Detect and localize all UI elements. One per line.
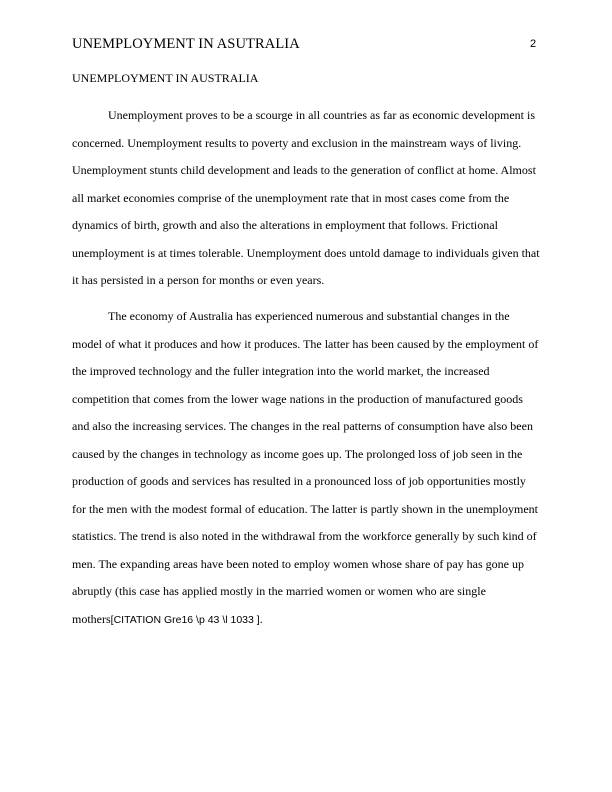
paragraph-line: production of goods and services has resulted in a pronounced loss of job opportunities mostly bbox=[72, 474, 526, 488]
citation-field: [CITATION Gre16 \p 43 \l 1033 ] bbox=[110, 613, 260, 626]
page-number: 2 bbox=[530, 38, 537, 50]
paragraph-line: caused by the changes in technology as income goes up. The prolonged loss of job seen in the bbox=[72, 446, 523, 461]
paragraph-line: men. The expanding areas have been noted to employ women whose share of pay has gone up bbox=[72, 556, 524, 571]
paragraph-line: Unemployment proves to be a scourge in all countries as far as economic development is bbox=[108, 108, 535, 122]
running-head: UNEMPLOYMENT IN ASUTRALIA bbox=[72, 36, 300, 52]
paragraph-line: statistics. The trend is also noted in the withdrawal from the workforce generally by such kind of bbox=[72, 529, 537, 543]
paragraph-line: The economy of Australia has experienced numerous and substantial changes in the bbox=[108, 309, 510, 323]
paragraph-2 bbox=[72, 307, 546, 637]
paragraph-line: all market economies comprise of the unemployment rate that in most cases come from the bbox=[72, 190, 510, 205]
paragraph-line: model of what it produces and how it produces. The latter has been caused by the employment of bbox=[72, 336, 539, 351]
paragraph-1 bbox=[72, 106, 546, 299]
paragraph-line: and also the increasing services. The changes in the real patterns of consumption have also been bbox=[72, 419, 533, 433]
paragraph-line: the improved technology and the fuller integration into the world market, the increased bbox=[72, 364, 490, 378]
paragraph-line: dynamics of birth, growth and also the alterations in employment that follows. Frictional bbox=[72, 218, 498, 232]
sentence-end: . bbox=[259, 611, 263, 626]
paragraph-line: unemployment is at times tolerable. Unemployment does untold damage to individuals given that bbox=[72, 245, 540, 260]
paragraph-line: it has persisted in a person for months or even years. bbox=[72, 273, 325, 287]
paragraph-line: for the men with the modest formal of education. The latter is partly shown in the unemployment bbox=[72, 501, 539, 516]
paragraph-line: concerned. Unemployment results to poverty and exclusion in the mainstream ways of living. bbox=[72, 135, 522, 150]
document-title: UNEMPLOYMENT IN AUSTRALIA bbox=[72, 71, 259, 85]
paragraph-last-line bbox=[72, 610, 546, 638]
paragraph-line: competition that comes from the lower wage nations in the production of manufactured goods bbox=[72, 391, 523, 406]
paragraph-line: Unemployment stunts child development and leads to the generation of conflict at home. Almost bbox=[72, 163, 536, 177]
paragraph-line: abruptly (this case has applied mostly in the married women or women who are single bbox=[72, 584, 486, 598]
paragraph-line-text: mothers bbox=[72, 611, 111, 626]
